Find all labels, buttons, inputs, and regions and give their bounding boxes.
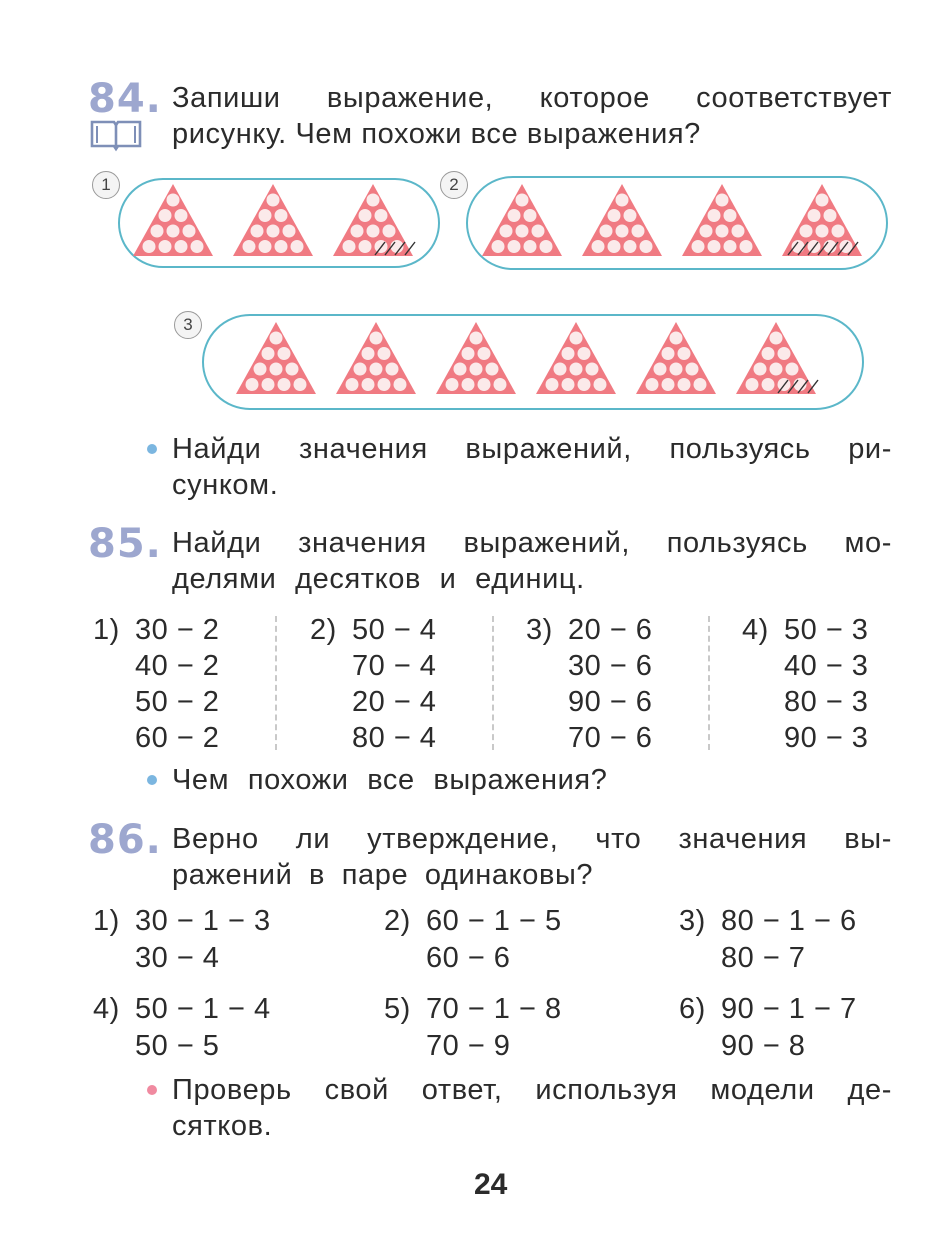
expression: 90 − 3 bbox=[784, 722, 869, 754]
task-84-line-2: рисунку. Чем похожи все выражения? bbox=[172, 118, 701, 150]
pair-label: 5) bbox=[384, 993, 411, 1025]
task-84-line-1: Запиши выражение, которое соответствует bbox=[172, 82, 892, 114]
ten-triangle-model bbox=[682, 184, 762, 256]
expression: 90 − 6 bbox=[568, 686, 653, 718]
column-label: 1) bbox=[93, 614, 120, 646]
group-2-label: 2 bbox=[440, 171, 468, 199]
task-84-number: 84. bbox=[88, 76, 162, 122]
pair-label: 3) bbox=[679, 905, 706, 937]
column-label: 3) bbox=[526, 614, 553, 646]
ten-triangle-model bbox=[736, 322, 818, 394]
expression: 90 − 1 − 7 bbox=[721, 993, 857, 1025]
task-84-bullet-line-1: Найди значения выражений, пользуясь ри- bbox=[172, 433, 892, 465]
expression: 70 − 9 bbox=[426, 1030, 511, 1062]
ten-triangle-model bbox=[436, 322, 516, 394]
task-86-line-1: Верно ли утверждение, что значения вы- bbox=[172, 823, 892, 855]
expression: 20 − 4 bbox=[352, 686, 437, 718]
pair-label: 2) bbox=[384, 905, 411, 937]
expression: 90 − 8 bbox=[721, 1030, 806, 1062]
ten-triangle-model bbox=[636, 322, 716, 394]
expression: 60 − 1 − 5 bbox=[426, 905, 562, 937]
expression: 50 − 5 bbox=[135, 1030, 220, 1062]
column-divider bbox=[492, 616, 494, 750]
bullet-dot bbox=[147, 444, 157, 454]
pair-label: 1) bbox=[93, 905, 120, 937]
ten-triangle-model bbox=[133, 184, 213, 256]
task-86-bullet-line-2: сятков. bbox=[172, 1110, 273, 1142]
expression: 30 − 6 bbox=[568, 650, 653, 682]
ten-triangle-model bbox=[236, 322, 316, 394]
task-84-bullet-line-2: сунком. bbox=[172, 469, 279, 501]
expression: 60 − 6 bbox=[426, 942, 511, 974]
expression: 80 − 4 bbox=[352, 722, 437, 754]
expression: 20 − 6 bbox=[568, 614, 653, 646]
column-label: 2) bbox=[310, 614, 337, 646]
task-85-bullet: Чем похожи все выражения? bbox=[172, 764, 608, 796]
column-divider bbox=[708, 616, 710, 750]
ten-triangle-model bbox=[333, 184, 415, 256]
ten-triangle-model bbox=[782, 184, 862, 256]
task-86-line-2: ражений в паре одинаковы? bbox=[172, 859, 594, 891]
expression: 80 − 7 bbox=[721, 942, 806, 974]
expression: 50 − 2 bbox=[135, 686, 220, 718]
expression: 40 − 2 bbox=[135, 650, 220, 682]
expression: 70 − 6 bbox=[568, 722, 653, 754]
pair-label: 6) bbox=[679, 993, 706, 1025]
task-86-bullet-line-1: Проверь свой ответ, используя модели де- bbox=[172, 1074, 892, 1106]
expression: 70 − 4 bbox=[352, 650, 437, 682]
expression: 30 − 4 bbox=[135, 942, 220, 974]
ten-triangle-model bbox=[233, 184, 313, 256]
ten-triangle-model bbox=[582, 184, 662, 256]
group-1-label: 1 bbox=[92, 171, 120, 199]
expression: 80 − 1 − 6 bbox=[721, 905, 857, 937]
task-86-number: 86. bbox=[88, 817, 162, 863]
task-85-number: 85. bbox=[88, 521, 162, 567]
task-85-line-2: делями десятков и единиц. bbox=[172, 563, 585, 595]
ten-triangle-model bbox=[482, 184, 562, 256]
expression: 30 − 2 bbox=[135, 614, 220, 646]
column-divider bbox=[275, 616, 277, 750]
expression: 50 − 3 bbox=[784, 614, 869, 646]
expression: 50 − 4 bbox=[352, 614, 437, 646]
column-label: 4) bbox=[742, 614, 769, 646]
expression: 60 − 2 bbox=[135, 722, 220, 754]
ten-triangle-model bbox=[536, 322, 616, 394]
page-number: 24 bbox=[474, 1168, 508, 1201]
bullet-dot bbox=[147, 1085, 157, 1095]
expression: 40 − 3 bbox=[784, 650, 869, 682]
expression: 30 − 1 − 3 bbox=[135, 905, 271, 937]
task-85-line-1: Найди значения выражений, пользуясь мо- bbox=[172, 527, 892, 559]
group-3-label: 3 bbox=[174, 311, 202, 339]
pair-label: 4) bbox=[93, 993, 120, 1025]
expression: 50 − 1 − 4 bbox=[135, 993, 271, 1025]
bullet-dot bbox=[147, 775, 157, 785]
triangle-models bbox=[0, 0, 945, 430]
expression: 80 − 3 bbox=[784, 686, 869, 718]
ten-triangle-model bbox=[336, 322, 416, 394]
expression: 70 − 1 − 8 bbox=[426, 993, 562, 1025]
